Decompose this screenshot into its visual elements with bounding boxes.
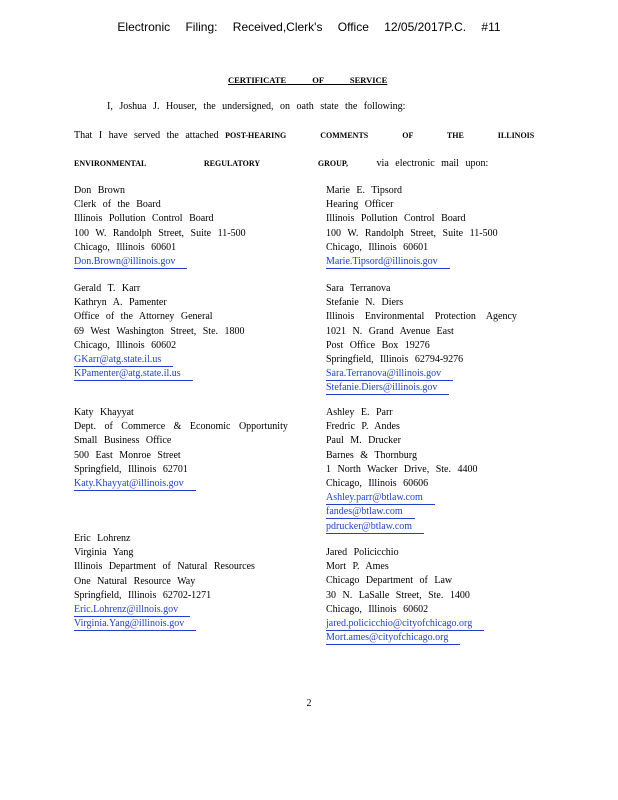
- recipient-line: Barnes & Thornburg: [326, 449, 417, 461]
- recipient-line: Kathryn A. Pamenter: [74, 297, 167, 309]
- recipient-block-left-1: [74, 282, 245, 381]
- email-link[interactable]: Katy.Khayyat@illinois.gov: [74, 478, 196, 491]
- recipient-block-right-3: [326, 546, 484, 645]
- email-link[interactable]: jared.policicchio@cityofchicago.org: [326, 618, 484, 631]
- email-link[interactable]: KPamenter@atg.state.il.us: [74, 368, 193, 381]
- recipient-line: Chicago, Illinois 60606: [326, 478, 429, 490]
- recipient-name: Don Brown: [74, 185, 125, 196]
- email-link[interactable]: Stefanie.Diers@illinois.gov: [326, 382, 449, 395]
- email-link[interactable]: pdrucker@btlaw.com: [326, 521, 424, 534]
- recipient-line: 69 West Washington Street, Ste. 1800: [74, 325, 245, 337]
- recipient-line: Post Office Box 19276: [326, 339, 430, 351]
- served-document-part2: ENVIRONMENTAL REGULATORY GROUP,: [74, 159, 349, 168]
- email-link[interactable]: Mort.ames@cityofchicago.org: [326, 632, 460, 645]
- email-link[interactable]: GKarr@atg.state.il.us: [74, 354, 173, 367]
- recipient-line: Virginia Yang: [74, 547, 134, 559]
- recipient-name: Ashley E. Parr: [326, 407, 393, 418]
- recipient-block-left-2: [74, 406, 288, 491]
- recipient-line: 1 North Wacker Drive, Ste. 4400: [326, 463, 478, 475]
- recipient-block-right-0: [326, 184, 498, 269]
- recipient-line: 30 N. LaSalle Street, Ste. 1400: [326, 589, 470, 601]
- oath-statement: I, Joshua J. Houser, the undersigned, on oath state the following:: [107, 101, 406, 112]
- served-line-1: [74, 130, 534, 141]
- email-link[interactable]: Sara.Terranova@illinois.gov: [326, 368, 453, 381]
- served-line-2: [74, 158, 488, 169]
- email-link[interactable]: Eric.Lohrenz@illnois.gov: [74, 604, 190, 617]
- recipient-name: Eric Lohrenz: [74, 533, 131, 544]
- recipient-line: Illinois Environmental Protection Agency: [326, 311, 517, 323]
- email-link[interactable]: Virginia.Yang@illinois.gov: [74, 618, 196, 631]
- page-number: 2: [306, 698, 312, 709]
- recipient-block-right-1: [326, 282, 517, 396]
- recipient-line: Small Business Office: [74, 435, 172, 447]
- recipient-line: 100 W. Randolph Street, Suite 11-500: [326, 227, 498, 239]
- recipient-line: Chicago, Illinois 60601: [74, 241, 177, 253]
- recipient-line: 1021 N. Grand Avenue East: [326, 325, 454, 337]
- recipient-line: Springfield, Illinois 62701: [74, 463, 188, 475]
- recipient-block-left-3: [74, 532, 255, 631]
- recipient-name: Jared Policicchio: [326, 547, 399, 558]
- served-document-part1: POST-HEARING COMMENTS OF THE ILLINOIS: [225, 131, 535, 140]
- recipient-line: Office of the Attorney General: [74, 311, 213, 323]
- recipient-line: Illinois Pollution Control Board: [326, 213, 466, 225]
- email-link[interactable]: Don.Brown@illinois.gov: [74, 256, 187, 269]
- recipient-block-left-0: [74, 184, 246, 269]
- recipient-line: Springfield, Illinois 62702-1271: [74, 589, 212, 601]
- recipient-line: Springfield, Illinois 62794-9276: [326, 354, 464, 366]
- recipient-line: Hearing Officer: [326, 199, 394, 211]
- served-suffix: via electronic mail upon:: [376, 158, 489, 169]
- served-prefix: That I have served the attached: [74, 130, 219, 141]
- recipient-line: Paul M. Drucker: [326, 435, 401, 447]
- recipient-line: Chicago, Illinois 60602: [326, 603, 429, 615]
- recipient-line: 500 East Monroe Street: [74, 449, 181, 461]
- recipient-line: Chicago Department of Law: [326, 575, 453, 587]
- recipient-line: Chicago, Illinois 60601: [326, 241, 429, 253]
- recipient-line: Illinois Pollution Control Board: [74, 213, 214, 225]
- certificate-title: CERTIFICATE OF SERVICE: [228, 75, 388, 85]
- email-link[interactable]: Marie.Tipsord@illinois.gov: [326, 256, 450, 269]
- filing-header: Electronic Filing: Received,Clerk's Office 12/05/2017P.C. #11: [117, 20, 501, 34]
- email-link[interactable]: Ashley.parr@btlaw.com: [326, 492, 435, 505]
- recipient-name: Marie E. Tipsord: [326, 185, 403, 196]
- recipient-block-right-2: [326, 406, 477, 534]
- recipient-line: Fredric P. Andes: [326, 421, 400, 433]
- recipient-line: Clerk of the Board: [74, 199, 161, 211]
- recipient-name: Katy Khayyat: [74, 407, 134, 418]
- recipient-line: Dept. of Commerce & Economic Opportunity: [74, 421, 288, 433]
- recipient-line: Illinois Department of Natural Resources: [74, 561, 255, 573]
- email-link[interactable]: fandes@btlaw.com: [326, 506, 415, 519]
- recipient-name: Gerald T. Karr: [74, 283, 141, 294]
- recipient-line: Stefanie N. Diers: [326, 297, 404, 309]
- recipient-line: One Natural Resource Way: [74, 575, 196, 587]
- recipient-name: Sara Terranova: [326, 283, 391, 294]
- recipient-line: 100 W. Randolph Street, Suite 11-500: [74, 227, 246, 239]
- recipient-line: Mort P. Ames: [326, 561, 389, 573]
- recipient-line: Chicago, Illinois 60602: [74, 339, 177, 351]
